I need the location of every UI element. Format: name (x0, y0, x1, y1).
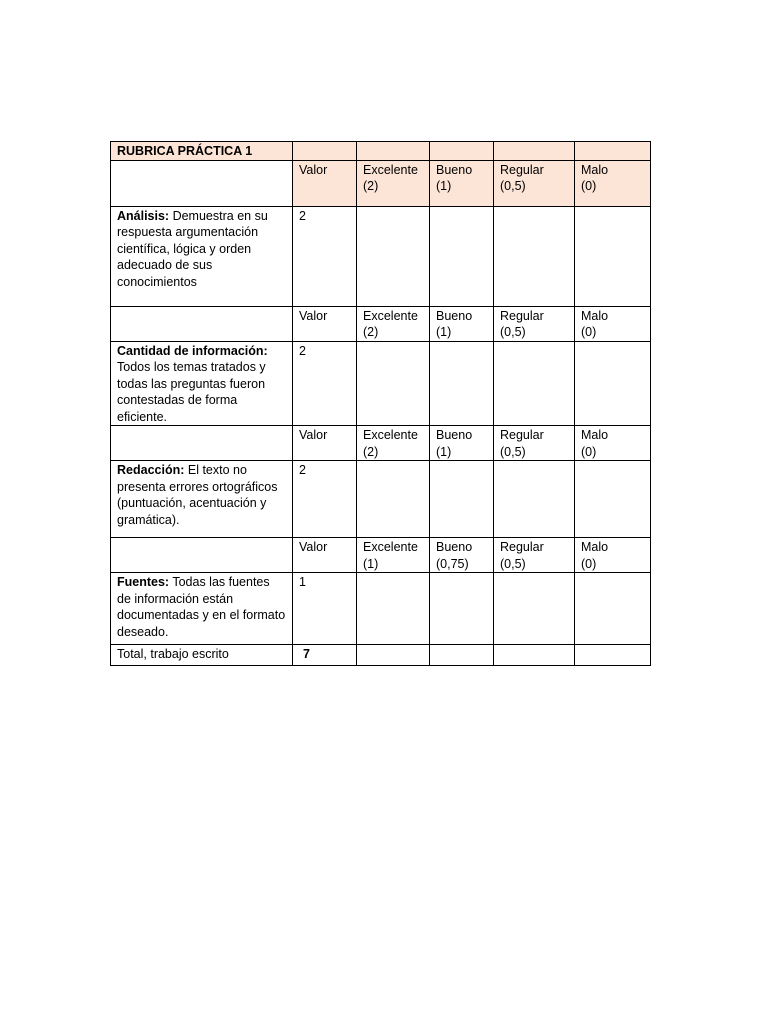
score-cell (357, 341, 430, 426)
level-name: Excelente (363, 428, 418, 442)
level-name: Regular (500, 308, 544, 323)
criterion-description-cell (111, 341, 293, 426)
score-cell (430, 341, 494, 426)
score-cell (494, 206, 575, 306)
empty-cell (494, 142, 575, 161)
level-name: Excelente (363, 308, 418, 323)
level-name: Regular (500, 540, 544, 554)
criterion-row (111, 461, 651, 538)
level-name: Malo (581, 428, 609, 442)
score-cell (357, 461, 430, 538)
empty-cell (430, 142, 494, 161)
criterion-value: 2 (293, 341, 357, 426)
score-cell (430, 461, 494, 538)
score-cell (494, 573, 575, 645)
level-regular-header (494, 306, 575, 341)
score-header-row (111, 160, 651, 206)
empty-cell (494, 645, 575, 666)
level-bueno-header (430, 538, 494, 573)
score-cell (357, 206, 430, 306)
score-cell (430, 573, 494, 645)
level-points: (1) (436, 325, 452, 339)
empty-cell (111, 426, 293, 461)
level-name: Malo (581, 540, 609, 554)
level-excelente-header (357, 160, 430, 206)
criterion-description-cell (111, 461, 293, 538)
level-points: (0) (581, 444, 597, 459)
level-points: (0,5) (500, 556, 526, 571)
level-points: (0,5) (500, 444, 526, 459)
level-malo-header (575, 538, 651, 573)
level-points: (2) (363, 444, 379, 459)
level-name: Bueno (436, 428, 473, 442)
level-name: Regular (500, 162, 544, 177)
criterion-description: Todas las fuentes de información están documentadas y en el formato deseado. (117, 575, 286, 639)
empty-cell (293, 142, 357, 161)
criterion-label: Fuentes: (117, 575, 170, 589)
valor-header (293, 160, 357, 206)
empty-cell (575, 142, 651, 161)
level-regular-header (494, 160, 575, 206)
criterion-row (111, 206, 651, 306)
level-points: (0) (581, 556, 597, 571)
level-regular-header (494, 426, 575, 461)
level-points: (0,5) (500, 325, 526, 339)
criterion-value: 2 (293, 206, 357, 306)
criterion-row (111, 341, 651, 426)
criterion-label: Análisis: (117, 208, 170, 223)
level-name: Bueno (436, 308, 473, 323)
level-name: Excelente (363, 540, 418, 554)
level-name: Regular (500, 428, 544, 442)
score-cell (357, 573, 430, 645)
score-header-row (111, 538, 651, 573)
empty-cell (430, 645, 494, 666)
level-points: (0,75) (436, 556, 469, 571)
level-points: (0) (581, 179, 597, 193)
criterion-value: 1 (293, 573, 357, 645)
level-points: (1) (436, 179, 452, 193)
level-points: (2) (363, 179, 379, 193)
level-name: Malo (581, 308, 609, 323)
criterion-label: Cantidad de información: (117, 343, 268, 358)
score-cell (494, 461, 575, 538)
level-bueno-header (430, 306, 494, 341)
criterion-description: El texto no presenta errores ortográficos (puntuación, acentuación y gramática). (117, 463, 278, 527)
level-bueno-header (430, 160, 494, 206)
score-header-row (111, 306, 651, 341)
score-cell (575, 461, 651, 538)
empty-cell (111, 306, 293, 341)
level-bueno-header (430, 426, 494, 461)
criterion-description: Todos los temas tratados y todas las preguntas fueron contestadas de forma eficiente. (117, 360, 266, 424)
level-name: Bueno (436, 540, 473, 554)
title-row (111, 142, 651, 161)
total-value: 7 (293, 645, 357, 666)
rubric-title: RUBRICA PRÁCTICA 1 (111, 142, 293, 161)
empty-cell (111, 538, 293, 573)
level-points: (1) (436, 444, 452, 459)
level-malo-header (575, 160, 651, 206)
empty-cell (111, 160, 293, 206)
empty-cell (575, 645, 651, 666)
score-cell (494, 341, 575, 426)
level-points: (2) (363, 325, 379, 339)
level-malo-header (575, 306, 651, 341)
criterion-description: Demuestra en su respuesta argumentación científica, lógica y orden adecuado de sus conocimientos (117, 208, 268, 289)
total-row (111, 645, 651, 666)
empty-cell (357, 142, 430, 161)
empty-cell (357, 645, 430, 666)
level-regular-header (494, 538, 575, 573)
level-malo-header (575, 426, 651, 461)
rubric-table (110, 141, 651, 666)
level-points: (0) (581, 325, 597, 339)
score-cell (575, 206, 651, 306)
valor-header: Valor (293, 306, 357, 341)
level-excelente-header (357, 538, 430, 573)
score-cell (575, 341, 651, 426)
total-label: Total, trabajo escrito (111, 645, 293, 666)
level-name: Bueno (436, 162, 473, 177)
valor-header: Valor (293, 426, 357, 461)
criterion-row (111, 573, 651, 645)
criterion-label: Redacción: (117, 463, 185, 477)
level-points: (0,5) (500, 179, 526, 193)
score-cell (575, 573, 651, 645)
score-cell (430, 206, 494, 306)
criterion-description-cell (111, 573, 293, 645)
level-excelente-header (357, 426, 430, 461)
level-name: Malo (581, 162, 609, 177)
level-points: (1) (363, 556, 379, 571)
level-excelente-header (357, 306, 430, 341)
valor-header: Valor (293, 538, 357, 573)
criterion-description-cell (111, 206, 293, 306)
valor-label: Valor (299, 162, 328, 177)
criterion-value: 2 (293, 461, 357, 538)
score-header-row (111, 426, 651, 461)
level-name: Excelente (363, 162, 418, 177)
